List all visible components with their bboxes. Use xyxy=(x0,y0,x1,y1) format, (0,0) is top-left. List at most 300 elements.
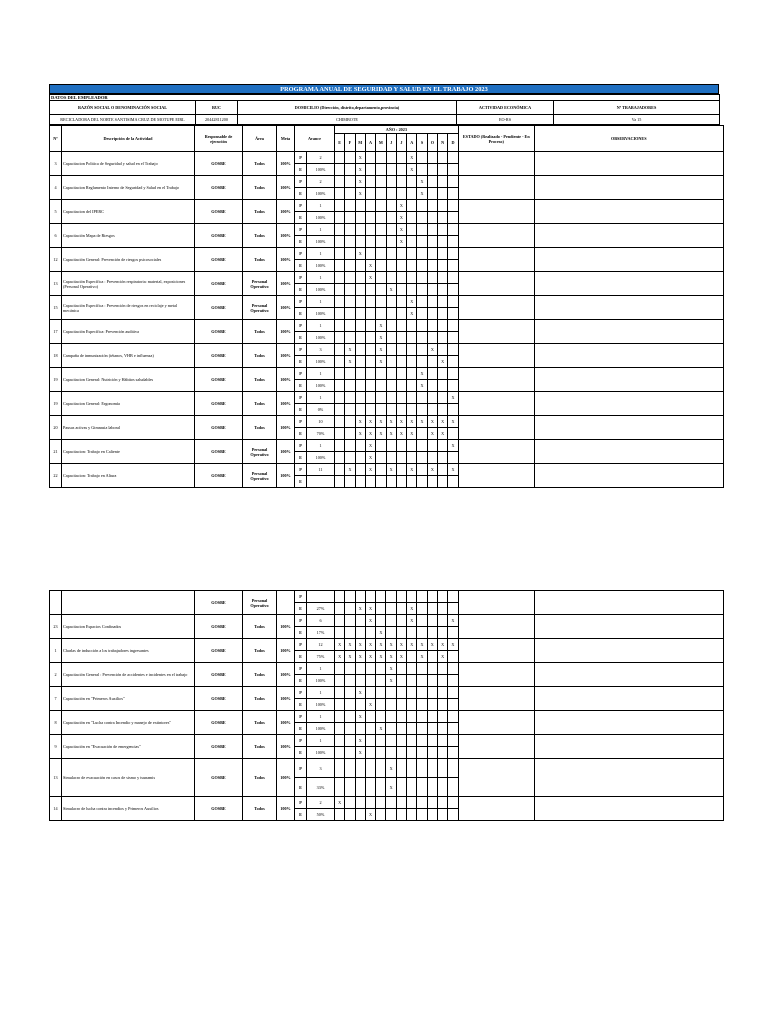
planned-month-cell xyxy=(345,735,355,747)
planned-month-cell xyxy=(355,615,365,627)
activity-observaciones xyxy=(534,687,723,711)
planned-month-cell xyxy=(396,272,406,284)
activity-estado xyxy=(458,200,534,224)
executed-month-cell xyxy=(386,236,396,248)
planned-month-cell xyxy=(345,368,355,380)
executed-month-cell xyxy=(345,627,355,639)
planned-month-cell xyxy=(427,368,437,380)
planned-month-cell: X xyxy=(355,248,365,260)
executed-month-cell xyxy=(345,380,355,392)
planned-month-cell: X xyxy=(355,687,365,699)
planned-month-cell xyxy=(448,296,458,308)
executed-month-cell xyxy=(448,188,458,200)
row-label-p: P xyxy=(295,368,307,380)
activity-responsable: GOSBE xyxy=(195,440,243,464)
row-label-e: E xyxy=(295,308,307,320)
executed-month-cell xyxy=(365,236,375,248)
planned-month-cell xyxy=(386,591,396,603)
executed-month-cell xyxy=(448,778,458,797)
executed-value: 100% xyxy=(307,723,335,735)
planned-month-cell xyxy=(376,591,386,603)
executed-month-cell xyxy=(355,723,365,735)
planned-month-cell xyxy=(396,687,406,699)
executed-value: 100% xyxy=(307,452,335,464)
executed-month-cell xyxy=(386,260,396,272)
executed-month-cell xyxy=(335,404,345,416)
planned-month-cell xyxy=(407,440,417,452)
executed-month-cell: X xyxy=(355,428,365,440)
executed-month-cell xyxy=(345,452,355,464)
executed-month-cell xyxy=(355,332,365,344)
planned-month-cell xyxy=(427,320,437,332)
planned-month-cell xyxy=(437,296,447,308)
planned-month-cell xyxy=(437,200,447,212)
row-label-e: E xyxy=(295,188,307,200)
executed-month-cell xyxy=(448,212,458,224)
executed-month-cell xyxy=(448,723,458,735)
executed-month-cell: X xyxy=(407,164,417,176)
row-label-e: E xyxy=(295,332,307,344)
activity-description: Campaña de inmunización (tétanos, VHB e influenza) xyxy=(62,344,195,368)
activity-observaciones xyxy=(534,272,723,296)
planned-month-cell xyxy=(448,663,458,675)
col-month: J xyxy=(396,134,406,152)
col-month: A xyxy=(407,134,417,152)
executed-month-cell: X xyxy=(355,603,365,615)
activity-estado xyxy=(458,320,534,344)
activity-meta: 100% xyxy=(277,272,295,296)
col-month: N xyxy=(437,134,447,152)
planned-month-cell xyxy=(417,224,427,236)
planned-month-cell: X xyxy=(376,639,386,651)
activity-meta: 100% xyxy=(277,615,295,639)
executed-month-cell xyxy=(417,236,427,248)
activity-meta: 100% xyxy=(277,735,295,759)
executed-month-cell xyxy=(427,284,437,296)
planned-month-cell xyxy=(335,735,345,747)
activity-responsable: GOSBE xyxy=(195,152,243,176)
executed-month-cell xyxy=(448,308,458,320)
planned-month-cell xyxy=(407,759,417,778)
executed-month-cell xyxy=(376,236,386,248)
executed-month-cell xyxy=(417,723,427,735)
executed-value: 100% xyxy=(307,380,335,392)
planned-month-cell xyxy=(345,272,355,284)
executed-month-cell: X xyxy=(365,699,375,711)
executed-month-cell xyxy=(417,452,427,464)
planned-month-cell: X xyxy=(396,224,406,236)
executed-month-cell xyxy=(335,332,345,344)
executed-month-cell xyxy=(345,778,355,797)
col-estado: ESTADO (Realizado - Pendiente - En Proceso) xyxy=(458,126,534,152)
row-label-p: P xyxy=(295,464,307,476)
planned-month-cell: X xyxy=(386,663,396,675)
activity-observaciones xyxy=(534,735,723,759)
planned-month-cell xyxy=(417,464,427,476)
executed-month-cell xyxy=(407,651,417,663)
activity-estado xyxy=(458,591,534,615)
planned-month-cell xyxy=(345,152,355,164)
executed-month-cell xyxy=(396,476,406,488)
header-razon-social: RAZÓN SOCIAL O DENOMINACIÓN SOCIAL xyxy=(50,101,196,115)
activity-description: Simulacro de evacuación en casos de sismo y tsunamis xyxy=(62,759,195,797)
activity-description: Capacitacion del IPERC xyxy=(62,200,195,224)
activity-observaciones xyxy=(534,464,723,488)
planned-month-cell xyxy=(335,615,345,627)
planned-month-cell xyxy=(437,735,447,747)
executed-month-cell: X xyxy=(376,332,386,344)
planned-month-cell: X xyxy=(407,296,417,308)
executed-month-cell xyxy=(396,332,406,344)
executed-value: 33% xyxy=(307,778,335,797)
activity-area: Todos xyxy=(243,759,277,797)
planned-month-cell xyxy=(396,248,406,260)
planned-month-cell xyxy=(407,224,417,236)
executed-value: 17% xyxy=(307,627,335,639)
executed-month-cell xyxy=(386,404,396,416)
executed-month-cell xyxy=(407,699,417,711)
executed-month-cell xyxy=(365,778,375,797)
executed-value: 75% xyxy=(307,651,335,663)
activity-responsable: GOSBE xyxy=(195,591,243,615)
activity-responsable: GOSBE xyxy=(195,272,243,296)
planned-month-cell: X xyxy=(407,464,417,476)
col-descripcion: Descripción de la Actividad xyxy=(62,126,195,152)
planned-month-cell xyxy=(417,392,427,404)
executed-month-cell xyxy=(376,476,386,488)
planned-month-cell xyxy=(396,464,406,476)
planned-month-cell xyxy=(376,687,386,699)
planned-value: 1 xyxy=(307,368,335,380)
planned-month-cell xyxy=(417,615,427,627)
executed-month-cell xyxy=(417,675,427,687)
row-label-p: P xyxy=(295,200,307,212)
header-trabajadores: Nº TRABAJADORES xyxy=(554,101,720,115)
col-num: Nº xyxy=(50,126,62,152)
executed-month-cell: X xyxy=(335,651,345,663)
activity-num: 2 xyxy=(50,663,62,687)
executed-month-cell xyxy=(427,212,437,224)
header-domicilio: DOMICILIO (Dirección, distrito,departamento,provincia) xyxy=(238,101,457,115)
executed-month-cell xyxy=(376,260,386,272)
executed-month-cell xyxy=(335,603,345,615)
executed-month-cell xyxy=(345,404,355,416)
executed-month-cell xyxy=(396,699,406,711)
planned-month-cell: X xyxy=(376,320,386,332)
executed-month-cell xyxy=(407,380,417,392)
planned-value: 1 xyxy=(307,320,335,332)
planned-month-cell xyxy=(376,663,386,675)
planned-month-cell xyxy=(365,368,375,380)
executed-month-cell xyxy=(427,809,437,821)
planned-month-cell xyxy=(448,797,458,809)
executed-month-cell: X xyxy=(396,651,406,663)
planned-month-cell xyxy=(355,296,365,308)
executed-month-cell xyxy=(427,356,437,368)
executed-month-cell xyxy=(396,747,406,759)
planned-month-cell xyxy=(427,176,437,188)
planned-value: 12 xyxy=(307,639,335,651)
planned-month-cell xyxy=(335,320,345,332)
executed-month-cell xyxy=(427,476,437,488)
activity-responsable: GOSBE xyxy=(195,416,243,440)
planned-month-cell xyxy=(345,663,355,675)
activity-num: 23 xyxy=(50,615,62,639)
activity-area: Personal Operativo xyxy=(243,591,277,615)
executed-month-cell xyxy=(448,284,458,296)
planned-value: 1 xyxy=(307,440,335,452)
planned-month-cell: X xyxy=(365,464,375,476)
planned-month-cell xyxy=(427,296,437,308)
planned-value: 3 xyxy=(307,344,335,356)
activity-estado xyxy=(458,248,534,272)
planned-month-cell: X xyxy=(376,344,386,356)
planned-month-cell xyxy=(437,615,447,627)
executed-month-cell xyxy=(345,476,355,488)
executed-month-cell xyxy=(355,260,365,272)
executed-month-cell xyxy=(376,603,386,615)
planned-month-cell: X xyxy=(335,797,345,809)
planned-month-cell xyxy=(386,735,396,747)
executed-month-cell xyxy=(376,164,386,176)
activity-responsable: GOSBE xyxy=(195,368,243,392)
executed-month-cell xyxy=(335,476,345,488)
planned-month-cell xyxy=(386,711,396,723)
row-label-p: P xyxy=(295,224,307,236)
planned-month-cell: X xyxy=(345,639,355,651)
executed-month-cell xyxy=(417,627,427,639)
planned-month-cell xyxy=(427,440,437,452)
executed-month-cell xyxy=(448,332,458,344)
planned-month-cell xyxy=(335,392,345,404)
planned-month-cell xyxy=(355,224,365,236)
planned-month-cell xyxy=(448,591,458,603)
executed-month-cell xyxy=(365,356,375,368)
executed-month-cell xyxy=(407,404,417,416)
executed-month-cell xyxy=(345,699,355,711)
planned-value: 1 xyxy=(307,663,335,675)
planned-month-cell xyxy=(437,344,447,356)
planned-month-cell xyxy=(365,687,375,699)
planned-month-cell xyxy=(376,176,386,188)
planned-month-cell xyxy=(386,440,396,452)
activity-observaciones xyxy=(534,797,723,821)
planned-month-cell xyxy=(345,392,355,404)
activity-observaciones xyxy=(534,639,723,663)
executed-month-cell xyxy=(355,236,365,248)
planned-month-cell xyxy=(417,296,427,308)
executed-month-cell xyxy=(365,164,375,176)
planned-month-cell xyxy=(417,797,427,809)
executed-month-cell xyxy=(386,627,396,639)
employer-razon-social: RECICLADORA DEL NORTE SANTISIMA CRUZ DE MOTUPE EIRL xyxy=(50,115,196,125)
planned-month-cell xyxy=(345,200,355,212)
planned-month-cell xyxy=(407,200,417,212)
executed-month-cell xyxy=(365,747,375,759)
activity-num: 15 xyxy=(50,296,62,320)
planned-month-cell xyxy=(335,272,345,284)
row-label-e: E xyxy=(295,212,307,224)
planned-month-cell xyxy=(355,320,365,332)
planned-month-cell xyxy=(417,687,427,699)
executed-month-cell xyxy=(437,627,447,639)
planned-month-cell xyxy=(365,663,375,675)
planned-month-cell: X xyxy=(407,615,417,627)
col-month: E xyxy=(335,134,345,152)
planned-month-cell: X xyxy=(386,464,396,476)
activity-estado xyxy=(458,735,534,759)
executed-month-cell xyxy=(396,284,406,296)
activity-estado xyxy=(458,464,534,488)
planned-month-cell xyxy=(396,368,406,380)
planned-month-cell xyxy=(386,176,396,188)
executed-month-cell xyxy=(396,260,406,272)
planned-month-cell xyxy=(448,687,458,699)
activity-area: Todos xyxy=(243,639,277,663)
executed-month-cell xyxy=(386,356,396,368)
activity-observaciones xyxy=(534,711,723,735)
planned-value: 1 xyxy=(307,711,335,723)
executed-month-cell xyxy=(386,332,396,344)
executed-month-cell xyxy=(396,723,406,735)
planned-month-cell xyxy=(355,440,365,452)
executed-month-cell xyxy=(386,380,396,392)
executed-month-cell: X xyxy=(407,428,417,440)
planned-month-cell xyxy=(417,320,427,332)
col-meta: Meta xyxy=(277,126,295,152)
executed-month-cell xyxy=(376,404,386,416)
row-label-p: P xyxy=(295,344,307,356)
activity-estado xyxy=(458,639,534,663)
executed-month-cell xyxy=(417,284,427,296)
activity-responsable: GOSBE xyxy=(195,344,243,368)
executed-month-cell xyxy=(376,675,386,687)
activity-num: 12 xyxy=(50,248,62,272)
planned-month-cell xyxy=(437,797,447,809)
planned-month-cell xyxy=(345,615,355,627)
planned-month-cell xyxy=(417,440,427,452)
activity-num: 13 xyxy=(50,759,62,797)
executed-month-cell xyxy=(345,308,355,320)
activity-observaciones xyxy=(534,392,723,416)
planned-month-cell xyxy=(376,440,386,452)
activity-observaciones xyxy=(534,440,723,464)
planned-month-cell: X xyxy=(437,639,447,651)
planned-month-cell xyxy=(396,320,406,332)
planned-month-cell xyxy=(376,615,386,627)
col-month: M xyxy=(355,134,365,152)
planned-month-cell: X xyxy=(396,200,406,212)
activity-area: Todos xyxy=(243,320,277,344)
col-month: D xyxy=(448,134,458,152)
row-label-e: E xyxy=(295,404,307,416)
executed-month-cell xyxy=(427,380,437,392)
executed-month-cell xyxy=(427,651,437,663)
planned-value: 3 xyxy=(307,759,335,778)
row-label-e: E xyxy=(295,603,307,615)
executed-month-cell xyxy=(345,236,355,248)
planned-month-cell xyxy=(396,440,406,452)
planned-month-cell: X xyxy=(427,639,437,651)
planned-month-cell xyxy=(396,735,406,747)
activity-estado xyxy=(458,416,534,440)
activity-responsable: GOSBE xyxy=(195,663,243,687)
planned-month-cell xyxy=(427,591,437,603)
executed-month-cell xyxy=(386,809,396,821)
activity-area: Todos xyxy=(243,176,277,200)
planned-month-cell: X xyxy=(355,416,365,428)
executed-month-cell xyxy=(427,308,437,320)
executed-month-cell xyxy=(345,603,355,615)
executed-month-cell xyxy=(335,452,345,464)
planned-month-cell xyxy=(427,272,437,284)
activity-area: Personal Operativo xyxy=(243,296,277,320)
executed-month-cell xyxy=(345,428,355,440)
executed-month-cell: X xyxy=(365,452,375,464)
header-actividad: ACTIVIDAD ECONÓMICA xyxy=(457,101,554,115)
executed-month-cell: X xyxy=(365,603,375,615)
activity-observaciones xyxy=(534,296,723,320)
executed-value: 100% xyxy=(307,164,335,176)
executed-month-cell xyxy=(437,212,447,224)
activity-meta: 100% xyxy=(277,224,295,248)
executed-month-cell xyxy=(396,778,406,797)
executed-month-cell xyxy=(355,356,365,368)
activity-area: Todos xyxy=(243,224,277,248)
planned-month-cell: X xyxy=(448,392,458,404)
row-label-p: P xyxy=(295,797,307,809)
activity-meta: 100% xyxy=(277,416,295,440)
executed-month-cell: X xyxy=(396,428,406,440)
executed-month-cell xyxy=(407,236,417,248)
planned-month-cell xyxy=(355,200,365,212)
row-label-p: P xyxy=(295,296,307,308)
activity-num: 22 xyxy=(50,464,62,488)
activity-description: Simulacro de lucha contra incendios y Primeros Auxilios xyxy=(62,797,195,821)
activity-num: 6 xyxy=(50,224,62,248)
executed-month-cell xyxy=(335,428,345,440)
row-label-e: E xyxy=(295,627,307,639)
executed-month-cell: X xyxy=(376,651,386,663)
planned-month-cell xyxy=(407,272,417,284)
planned-month-cell xyxy=(437,176,447,188)
planned-month-cell xyxy=(345,591,355,603)
activity-num: 17 xyxy=(50,320,62,344)
activity-description xyxy=(62,591,195,615)
executed-month-cell: X xyxy=(365,809,375,821)
planned-month-cell xyxy=(407,687,417,699)
activity-num: 19 xyxy=(50,368,62,392)
planned-month-cell xyxy=(427,735,437,747)
planned-month-cell xyxy=(345,296,355,308)
executed-month-cell xyxy=(396,627,406,639)
executed-month-cell xyxy=(396,452,406,464)
planned-month-cell xyxy=(365,735,375,747)
executed-value: 100% xyxy=(307,675,335,687)
planned-month-cell xyxy=(386,296,396,308)
planned-month-cell xyxy=(335,591,345,603)
activity-area: Todos xyxy=(243,200,277,224)
executed-month-cell xyxy=(448,603,458,615)
row-label-e: E xyxy=(295,452,307,464)
executed-value: 100% xyxy=(307,260,335,272)
planned-month-cell xyxy=(365,224,375,236)
planned-month-cell: X xyxy=(448,615,458,627)
planned-month-cell xyxy=(437,711,447,723)
activity-description: Capacitación Específica: Prevención auditiva xyxy=(62,320,195,344)
activity-description: Capacitacion General: Ergonomía xyxy=(62,392,195,416)
planned-month-cell xyxy=(407,320,417,332)
